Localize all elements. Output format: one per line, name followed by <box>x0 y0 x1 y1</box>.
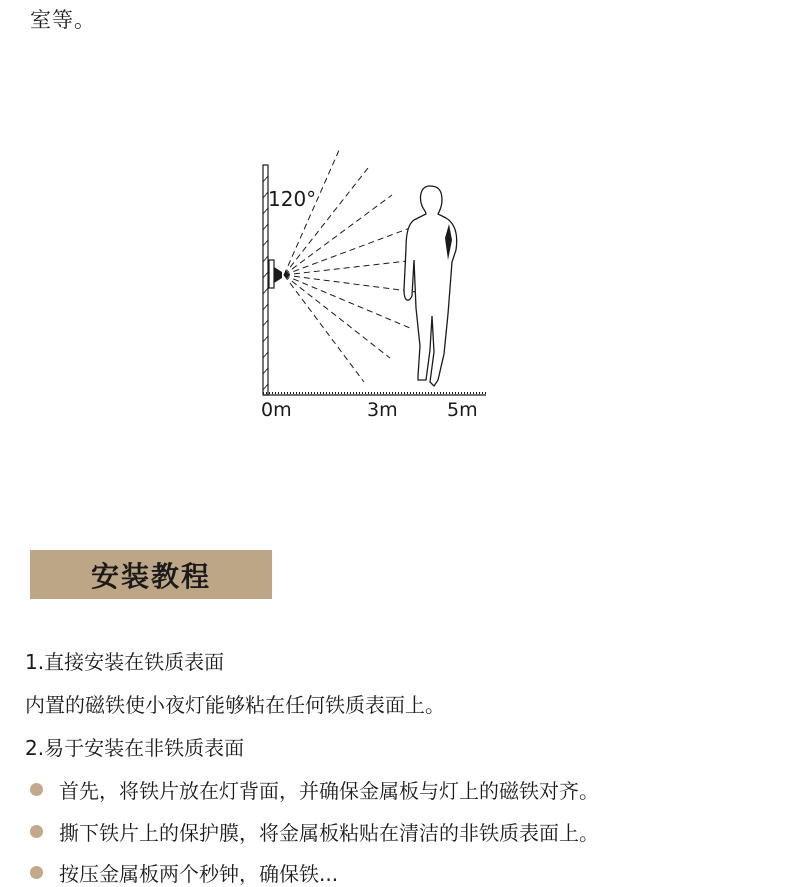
list-item <box>30 858 338 887</box>
sensor-lens <box>274 267 282 283</box>
list-item-text: 撕下铁片上的保护膜，将金属板粘贴在清洁的非铁质表面上。 <box>59 821 599 845</box>
bullet-dot <box>30 866 43 879</box>
sensor-range-diagram <box>240 140 500 430</box>
list-item-text: 首先，将铁片放在灯背面，并确保金属板与灯上的磁铁对齐。 <box>59 779 599 803</box>
distance-label-3: 3m <box>367 399 398 421</box>
detection-rays <box>284 148 416 382</box>
distance-label-0: 0m <box>261 399 292 421</box>
bullet-dot <box>30 783 43 796</box>
section-title: 安装教程 <box>90 559 211 593</box>
list-item <box>30 775 599 804</box>
distance-label-5: 5m <box>447 399 478 421</box>
step-1-heading: 1.直接安装在铁质表面 <box>25 650 225 674</box>
section-banner <box>30 550 272 599</box>
list-item-text: 按压金属板两个秒钟，确保铁... <box>59 862 339 886</box>
intro-text-tail: 室等。 <box>30 8 96 32</box>
angle-label: 120° <box>268 187 317 211</box>
person-figure <box>404 186 457 386</box>
step-2-heading: 2.易于安装在非铁质表面 <box>25 736 245 760</box>
list-item <box>30 817 599 846</box>
bullet-dot <box>30 825 43 838</box>
step-1-body: 内置的磁铁使小夜灯能够粘在任何铁质表面上。 <box>25 693 445 717</box>
sensor-range-illustration <box>240 140 500 430</box>
night-light <box>269 260 274 288</box>
